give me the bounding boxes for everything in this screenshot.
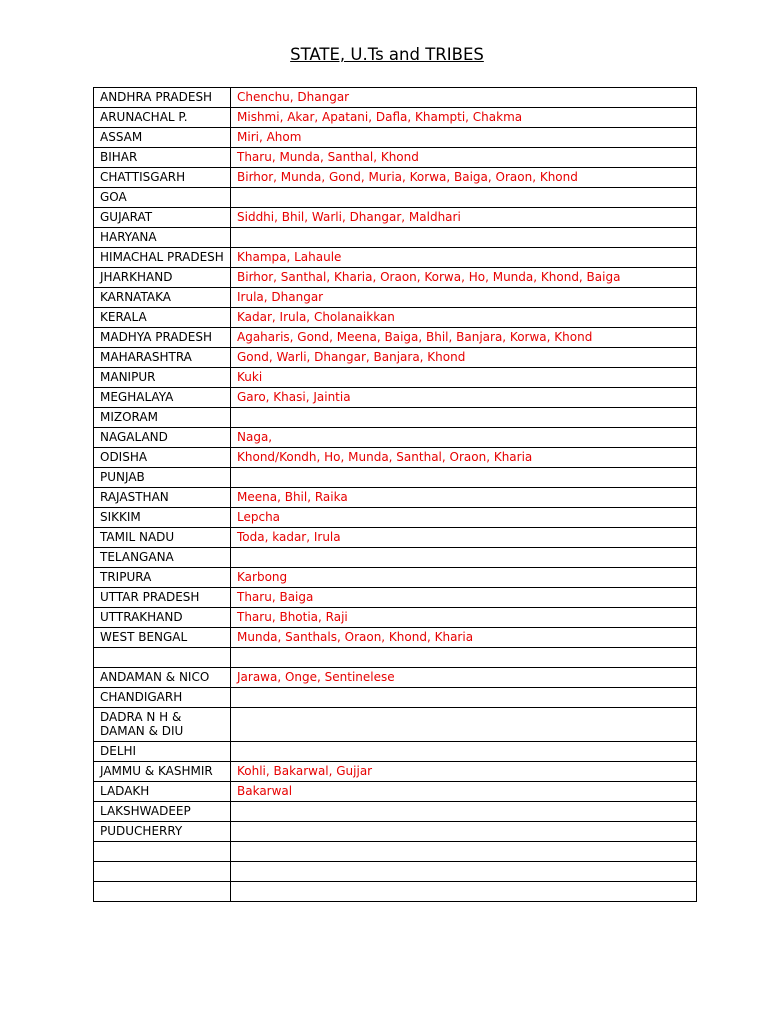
tribes-cell: Kadar, Irula, Cholanaikkan: [231, 308, 697, 328]
tribes-cell: Khond/Kondh, Ho, Munda, Santhal, Oraon, Kharia: [231, 448, 697, 468]
tribes-cell: [231, 742, 697, 762]
tribes-cell: Chenchu, Dhangar: [231, 88, 697, 108]
state-cell: NAGALAND: [94, 428, 231, 448]
table-row: [94, 168, 697, 188]
state-cell: CHANDIGARH: [94, 688, 231, 708]
state-cell: ODISHA: [94, 448, 231, 468]
tribes-cell: Agaharis, Gond, Meena, Baiga, Bhil, Banjara, Korwa, Khond: [231, 328, 697, 348]
tribes-cell: Kuki: [231, 368, 697, 388]
tribes-cell: Naga,: [231, 428, 697, 448]
table-row: [94, 468, 697, 488]
table-row: [94, 508, 697, 528]
state-cell: TAMIL NADU: [94, 528, 231, 548]
table-row: [94, 548, 697, 568]
state-cell: TELANGANA: [94, 548, 231, 568]
tribes-cell: Birhor, Santhal, Kharia, Oraon, Korwa, Ho, Munda, Khond, Baiga: [231, 268, 697, 288]
tribes-cell: [231, 862, 697, 882]
state-cell: RAJASTHAN: [94, 488, 231, 508]
table-row: [94, 648, 697, 668]
tribes-cell: [231, 468, 697, 488]
table-row: [94, 568, 697, 588]
table-row: [94, 628, 697, 648]
page-title-text: STATE, U.Ts and TRIBES: [290, 45, 484, 64]
table-row: [94, 208, 697, 228]
table-row: [94, 328, 697, 348]
table-row: [94, 882, 697, 902]
tribes-cell: Karbong: [231, 568, 697, 588]
table-row: [94, 148, 697, 168]
table-row: [94, 708, 697, 742]
state-cell: WEST BENGAL: [94, 628, 231, 648]
table-row: [94, 528, 697, 548]
tribes-cell: Tharu, Bhotia, Raji: [231, 608, 697, 628]
table-row: [94, 88, 697, 108]
table-row: [94, 128, 697, 148]
table-row: [94, 862, 697, 882]
state-cell: JHARKHAND: [94, 268, 231, 288]
table-row: [94, 488, 697, 508]
table-row: [94, 368, 697, 388]
table-row: [94, 608, 697, 628]
tribes-cell: Gond, Warli, Dhangar, Banjara, Khond: [231, 348, 697, 368]
tribes-cell: Irula, Dhangar: [231, 288, 697, 308]
state-cell: MIZORAM: [94, 408, 231, 428]
table-row: [94, 188, 697, 208]
table-row: [94, 742, 697, 762]
tribes-cell: Siddhi, Bhil, Warli, Dhangar, Maldhari: [231, 208, 697, 228]
tribes-cell: [231, 882, 697, 902]
state-cell: KARNATAKA: [94, 288, 231, 308]
state-cell: MAHARASHTRA: [94, 348, 231, 368]
table-row: [94, 428, 697, 448]
tribes-cell: Jarawa, Onge, Sentinelese: [231, 668, 697, 688]
tribes-cell: [231, 408, 697, 428]
table-row: [94, 288, 697, 308]
state-cell: JAMMU & KASHMIR: [94, 762, 231, 782]
tribes-cell: [231, 548, 697, 568]
tribes-cell: [231, 802, 697, 822]
table-row: [94, 388, 697, 408]
state-cell: CHATTISGARH: [94, 168, 231, 188]
state-tribes-table: [93, 87, 697, 902]
tribes-cell: Meena, Bhil, Raika: [231, 488, 697, 508]
state-cell: ANDAMAN & NICO: [94, 668, 231, 688]
state-cell: [94, 862, 231, 882]
tribes-cell: [231, 228, 697, 248]
tribes-cell: [231, 188, 697, 208]
tribes-cell: [231, 688, 697, 708]
state-cell: BIHAR: [94, 148, 231, 168]
state-cell: GUJARAT: [94, 208, 231, 228]
table-row: [94, 308, 697, 328]
state-cell: [94, 882, 231, 902]
table-row: [94, 248, 697, 268]
state-cell: TRIPURA: [94, 568, 231, 588]
state-cell: LADAKH: [94, 782, 231, 802]
state-cell: DELHI: [94, 742, 231, 762]
state-cell: SIKKIM: [94, 508, 231, 528]
state-cell: ANDHRA PRADESH: [94, 88, 231, 108]
state-cell: DADRA N H & DAMAN & DIU: [94, 708, 231, 742]
tribes-cell: Khampa, Lahaule: [231, 248, 697, 268]
table-row: [94, 782, 697, 802]
table-row: [94, 228, 697, 248]
state-cell: KERALA: [94, 308, 231, 328]
state-cell: MANIPUR: [94, 368, 231, 388]
tribes-cell: Tharu, Munda, Santhal, Khond: [231, 148, 697, 168]
state-cell: ARUNACHAL P.: [94, 108, 231, 128]
tribes-cell: Mishmi, Akar, Apatani, Dafla, Khampti, Chakma: [231, 108, 697, 128]
state-cell: LAKSHWADEEP: [94, 802, 231, 822]
state-cell: GOA: [94, 188, 231, 208]
tribes-cell: Tharu, Baiga: [231, 588, 697, 608]
tribes-cell: Miri, Ahom: [231, 128, 697, 148]
table-row: [94, 802, 697, 822]
state-cell: UTTRAKHAND: [94, 608, 231, 628]
state-cell: PUDUCHERRY: [94, 822, 231, 842]
state-cell: [94, 842, 231, 862]
table-row: [94, 688, 697, 708]
tribes-cell: Kohli, Bakarwal, Gujjar: [231, 762, 697, 782]
state-cell: HARYANA: [94, 228, 231, 248]
table-row: [94, 842, 697, 862]
tribes-cell: [231, 708, 697, 742]
tribes-cell: [231, 648, 697, 668]
state-cell: [94, 648, 231, 668]
table-row: [94, 408, 697, 428]
tribes-cell: Toda, kadar, Irula: [231, 528, 697, 548]
table-row: [94, 822, 697, 842]
state-cell: UTTAR PRADESH: [94, 588, 231, 608]
table-row: [94, 108, 697, 128]
tribes-cell: [231, 842, 697, 862]
state-cell: HIMACHAL PRADESH: [94, 248, 231, 268]
state-cell: ASSAM: [94, 128, 231, 148]
tribes-cell: Bakarwal: [231, 782, 697, 802]
table-row: [94, 668, 697, 688]
state-cell: MEGHALAYA: [94, 388, 231, 408]
table-row: [94, 588, 697, 608]
table-row: [94, 348, 697, 368]
tribes-cell: Garo, Khasi, Jaintia: [231, 388, 697, 408]
tribes-cell: [231, 822, 697, 842]
tribes-cell: Munda, Santhals, Oraon, Khond, Kharia: [231, 628, 697, 648]
table-row: [94, 762, 697, 782]
page-title: [0, 45, 768, 64]
tribes-cell: Birhor, Munda, Gond, Muria, Korwa, Baiga, Oraon, Khond: [231, 168, 697, 188]
table-row: [94, 448, 697, 468]
table-body: [94, 88, 697, 902]
table-row: [94, 268, 697, 288]
state-cell: PUNJAB: [94, 468, 231, 488]
state-cell: MADHYA PRADESH: [94, 328, 231, 348]
tribes-cell: Lepcha: [231, 508, 697, 528]
